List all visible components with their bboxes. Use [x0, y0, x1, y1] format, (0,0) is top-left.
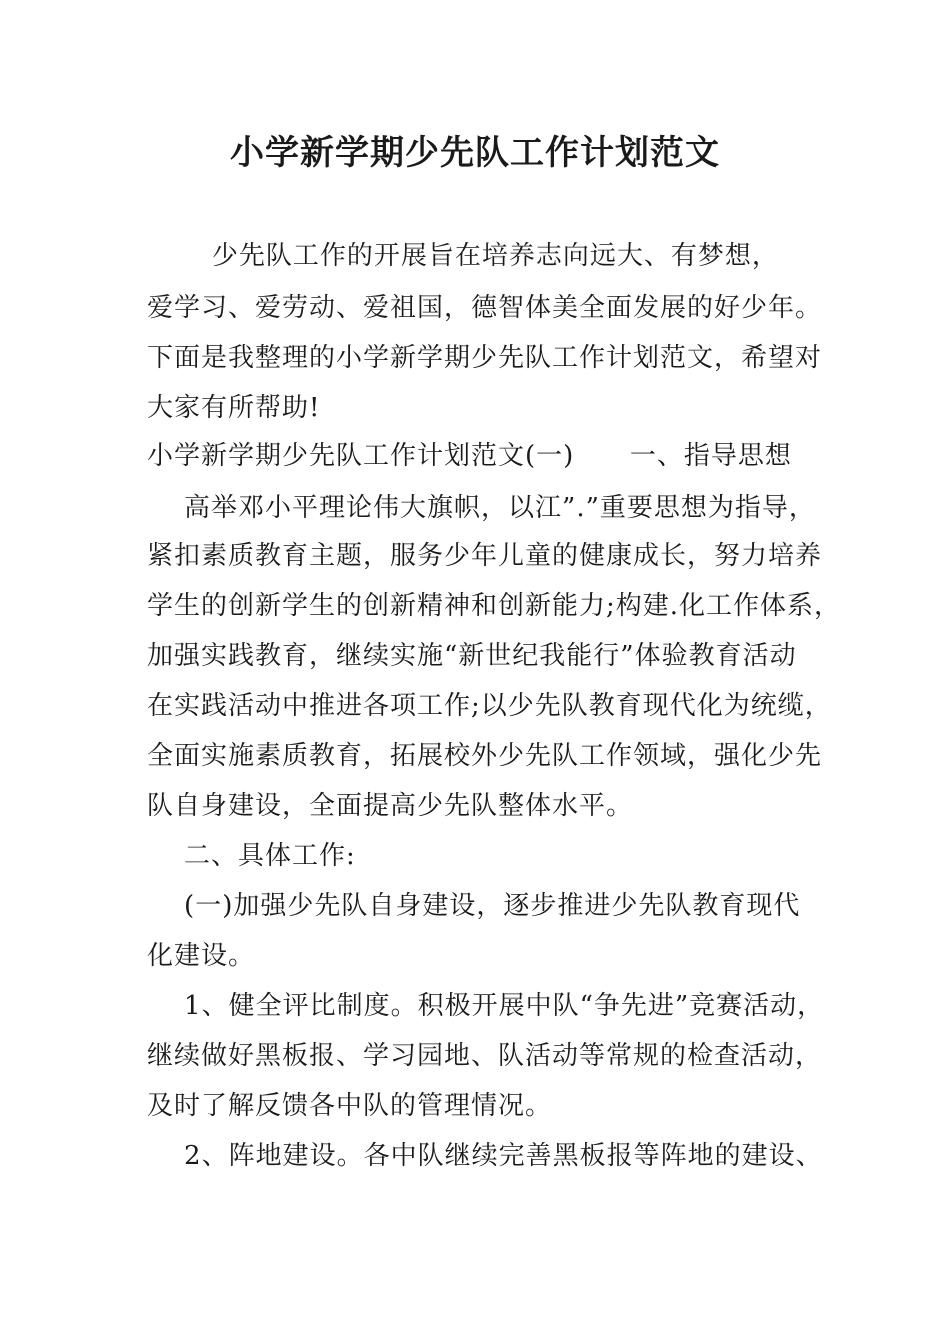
paragraph-line: (一)加强少先队自身建设，逐步推进少先队教育现代 [147, 891, 801, 921]
paragraph-line: 加强实践教育，继续实施“新世纪我能行”体验教育活动 [147, 641, 797, 671]
paragraph-line: 高举邓小平理论伟大旗帜，以江”.”重要思想为指导， [147, 493, 816, 523]
paragraph-line: 化建设。 [147, 941, 256, 971]
paragraph-line: 下面是我整理的小学新学期少先队工作计划范文，希望对 [147, 343, 823, 373]
paragraph-line: 少先队工作的开展旨在培养志向远大、有梦想， [147, 241, 779, 271]
paragraph-line: 大家有所帮助! [147, 393, 321, 423]
paragraph-line: 全面实施素质教育，拓展校外少先队工作领域，强化少先 [147, 741, 823, 771]
paragraph-line: 学生的创新学生的创新精神和创新能力;构建.化工作体系， [147, 591, 842, 621]
paragraph-line: 在实践活动中推进各项工作;以少先队教育现代化为统缆， [147, 691, 832, 721]
section-heading-line: 二、具体工作: [147, 841, 356, 871]
paragraph-line: 1、健全评比制度。积极开展中队“争先进”竞赛活动， [147, 991, 825, 1021]
paragraph-line: 队自身建设，全面提高少先队整体水平。 [147, 791, 634, 821]
paragraph-line: 2、阵地建设。各中队继续完善黑板报等阵地的建设、 [147, 1141, 823, 1171]
paragraph-line: 及时了解反馈各中队的管理情况。 [147, 1091, 553, 1121]
paragraph-line: 紧扣素质教育主题，服务少年儿童的健康成长，努力培养 [147, 541, 823, 571]
paragraph-line: 继续做好黑板报、学习园地、队活动等常规的检查活动， [147, 1041, 823, 1071]
section-heading-line: 小学新学期少先队工作计划范文(一) 一、指导思想 [147, 441, 792, 471]
paragraph-line: 爱学习、爱劳动、爱祖国，德智体美全面发展的好少年。 [147, 293, 823, 323]
document-title: 小学新学期少先队工作计划范文 [230, 133, 720, 173]
